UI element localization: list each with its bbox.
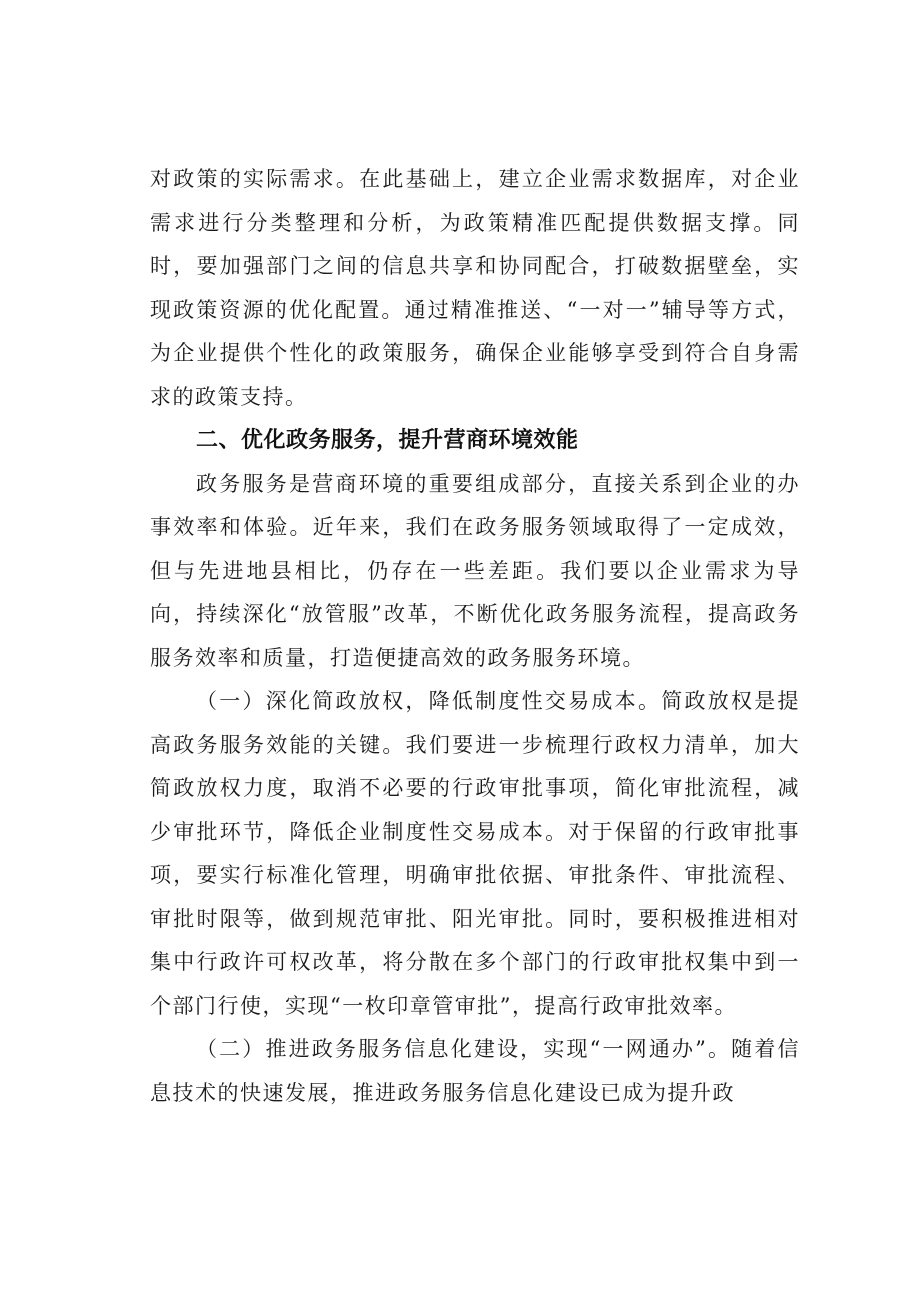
paragraph-policy-needs: 对政策的实际需求。在此基础上，建立企业需求数据库，对企业需求进行分类整理和分析，为政策精准匹配提供数据支撑。同时，要加强部门之间的信息共享和协同配合，打破数据壁垒，实现政策资源的优化配置。通过精准推送、“一对一”辅导等方式，为企业提供个性化的政策服务，确保企业能够享受到符合自身需求的政策支持。 [150,167,800,409]
paragraph-streamline-administration: （一）深化简政放权，降低制度性交易成本。简政放权是提高政务服务效能的关键。我们要进一步梳理行政权力清单，加大简政放权力度，取消不必要的行政审批事项，简化审批流程，减少审批环节，降低企业制度性交易成本。对于保留的行政审批事项，要实行标准化管理，明确审批依据、审批条件、审批流程、审批时限等，做到规范审批、阳光审批。同时，要积极推进相对集中行政许可权改革，将分散在多个部门的行政审批权集中到一个部门行使，实现“一枚印章管审批”，提高行政审批效率。 [150,689,800,1018]
section-heading-optimize-services: 二、优化政务服务，提升营商环境效能 [196,428,579,453]
document-body [150,158,800,1115]
paragraph-government-services-intro: 政务服务是营商环境的重要组成部分，直接关系到企业的办事效率和体验。近年来，我们在政务服务领域取得了一定成效，但与先进地县相比，仍存在一些差距。我们要以企业需求为导向，持续深化“放管服”改革，不断优化政务服务流程，提高政务服务效率和质量，打造便捷高效的政务服务环境。 [150,471,800,670]
paragraph-digital-services: （二）推进政务服务信息化建设，实现“一网通办”。随着信息技术的快速发展，推进政务服务信息化建设已成为提升政 [150,1037,800,1105]
